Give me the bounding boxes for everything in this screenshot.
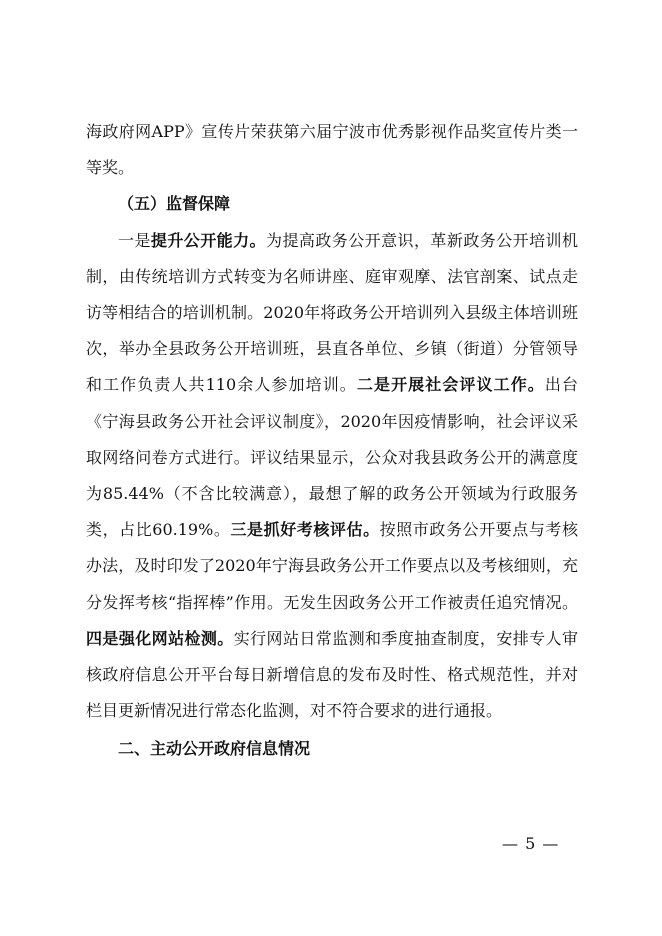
item-4-title: 四是强化网站检测。 bbox=[86, 628, 234, 648]
continuation-paragraph: 海政府网APP》宣传片荣获第六届宁波市优秀影视作品奖宣传片类一等奖。 bbox=[86, 122, 578, 178]
item-1-text: 为提高政务公开意识，革新政务公开培训机制，由传统培训方式转变为名师讲座、庭审观摩、法官剖案、试点走访等相结合的培训机制。2020年将政务公开培训列入县级主体培训班次，举办全县政务公开培训班，县直各单位、乡镇（街道）分管领导和工作负责人共110余人参加培训。 bbox=[86, 230, 578, 395]
item-3-text: 按照市政务公开要点与考核办法，及时印发了2020年宁海县政务公开工作要点以及考核细则，充分发挥考核“指挥棒”作用。无发生因政务公开工作被责任追究情况。 bbox=[86, 520, 578, 612]
body-text bbox=[86, 114, 578, 768]
page-number: — 5 — bbox=[502, 834, 560, 853]
item-1-prefix: 一是 bbox=[118, 230, 151, 250]
item-2-title: 二是开展社会评议工作。 bbox=[356, 375, 545, 395]
section-heading-active-disclosure: 二、主动公开政府信息情况 bbox=[118, 739, 311, 759]
item-4-text: 实行网站日常监测和季度抽查制度，安排专人审核政府信息公开平台每日新增信息的发布及时性、格式规范性，并对栏目更新情况进行常态化监测，对不符合要求的进行通报。 bbox=[86, 628, 578, 721]
oversight-paragraph bbox=[86, 223, 578, 730]
item-3-title: 三是抓好考核评估。 bbox=[230, 520, 380, 540]
item-1-title: 提升公开能力。 bbox=[150, 230, 266, 250]
item-2-text: 出台《宁海县政务公开社会评议制度》，2020年因疫情影响，社会评议采取网络问卷方式进行。评议结果显示，公众对我县政务公开的满意度为85.44%（不含比较满意），最想了解的政务公开领域为行政服务类，占比60.19%。 bbox=[86, 375, 578, 540]
section-heading-oversight: （五）监督保障 bbox=[118, 194, 231, 214]
